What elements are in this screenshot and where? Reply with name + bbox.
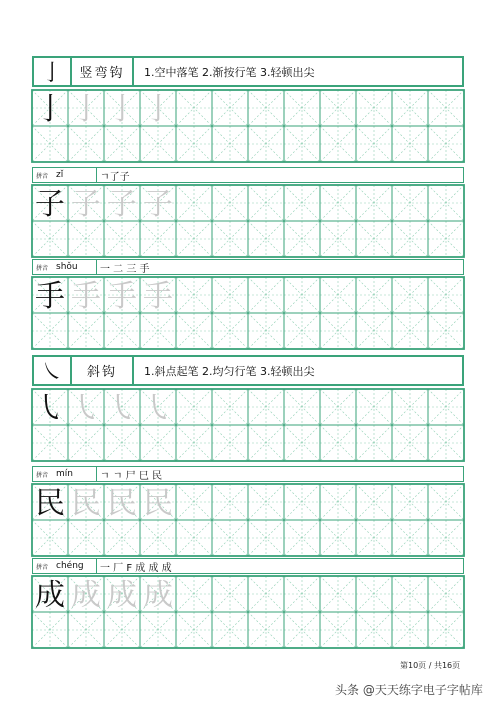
grid-cell [356, 484, 392, 520]
trace-char: 民 [143, 486, 173, 521]
model-char: 手 [35, 279, 65, 314]
grid-cell [356, 612, 392, 648]
grid-cell [392, 277, 428, 313]
grid-cell [32, 126, 68, 162]
grid-cell [284, 277, 320, 313]
grid-cell [32, 185, 68, 222]
grid-cell [320, 185, 356, 221]
grid-cell [392, 484, 428, 520]
trace-char: 手 [71, 279, 101, 314]
grid-cell [284, 425, 320, 461]
grid-cell [104, 484, 140, 521]
grid-cell [176, 389, 212, 425]
grid-cell [212, 612, 248, 648]
stroke-order-cheng: 一 厂 F 成 成 成 [100, 562, 172, 574]
grid-cell [320, 221, 356, 257]
trace-char: 子 [143, 187, 173, 222]
grid-cell [392, 90, 428, 126]
stroke-name-2: 斜钩 [72, 357, 134, 384]
trace-char: 手 [143, 279, 173, 314]
grid-cell [392, 612, 428, 648]
grid-cell [284, 520, 320, 556]
grid-cell [140, 313, 176, 349]
grid-cell [248, 126, 284, 162]
grid-cell [32, 389, 68, 426]
grid-cell [212, 576, 248, 612]
model-char: 民 [35, 486, 65, 521]
grid-cell [284, 612, 320, 648]
grid-cell [248, 612, 284, 648]
grid-cell [428, 126, 464, 162]
page-number: 第10页 / 共16页 [400, 661, 461, 670]
grid-cell [32, 313, 68, 349]
grid-cell [248, 313, 284, 349]
grid-cell [176, 221, 212, 257]
grid-cell [392, 520, 428, 556]
grid-cell [212, 389, 248, 425]
grid-cell [284, 389, 320, 425]
stroke-glyph-2: ㇏ [34, 357, 72, 384]
grid-cell [212, 90, 248, 126]
trace-char: ㇂ [143, 391, 173, 426]
grid-cell [428, 520, 464, 556]
grid-cell [68, 484, 104, 521]
pinyin-text: zǐ [56, 170, 64, 180]
grid-cell [212, 221, 248, 257]
grid-cell [212, 520, 248, 556]
grid-cell [428, 185, 464, 221]
trace-char: ㇂ [71, 391, 101, 426]
grid-cell [176, 185, 212, 221]
stroke-steps-2: 1.斜点起笔 2.均匀行笔 3.轻顿出尖 [144, 364, 315, 378]
grid-cell [32, 612, 68, 648]
grid-cell [320, 389, 356, 425]
grid-cell [32, 576, 68, 613]
grid-cell [248, 576, 284, 612]
grid-cell [356, 221, 392, 257]
grid-cell [140, 484, 176, 521]
grid-cell [68, 425, 104, 461]
grid-cell [212, 313, 248, 349]
grid-cell [176, 612, 212, 648]
trace-char: 成 [71, 578, 101, 613]
grid-cell [320, 425, 356, 461]
grid-cell [212, 484, 248, 520]
grid-cell [68, 313, 104, 349]
trace-char: 成 [143, 578, 173, 613]
pinyin-tag: 拼音 [36, 471, 49, 479]
trace-char: 亅 [107, 92, 137, 127]
grid-cell [212, 277, 248, 313]
grid-cell [392, 313, 428, 349]
stroke-glyph-1: 亅 [34, 58, 72, 85]
pinyin-label-cheng [33, 559, 97, 573]
practice-grid-cheng [32, 576, 464, 648]
pinyin-label-zi [33, 168, 97, 182]
grid-cell [284, 126, 320, 162]
trace-char: 成 [107, 578, 137, 613]
grid-cell [356, 126, 392, 162]
grid-cell [248, 520, 284, 556]
grid-cell [104, 90, 140, 127]
grid-cell [356, 185, 392, 221]
grid-cell [32, 425, 68, 461]
grid-cell [392, 126, 428, 162]
model-char: 子 [35, 187, 65, 222]
practice-grid-stroke-1 [32, 90, 464, 162]
grid-cell [320, 484, 356, 520]
grid-cell [68, 221, 104, 257]
practice-grid-stroke-2 [32, 389, 464, 461]
grid-cell [284, 484, 320, 520]
grid-cell [284, 221, 320, 257]
trace-char: 民 [107, 486, 137, 521]
grid-cell [392, 425, 428, 461]
pinyin-label-min [33, 467, 97, 481]
pinyin-tag: 拼音 [36, 264, 49, 272]
pinyin-text: chéng [56, 561, 84, 571]
grid-cell [104, 389, 140, 426]
trace-char: ㇂ [107, 391, 137, 426]
char-header-min [32, 466, 464, 482]
trace-char: 子 [71, 187, 101, 222]
trace-char: 手 [107, 279, 137, 314]
grid-cell [32, 277, 68, 314]
stroke-order-min: ㄱ ㄱ 尸 巳 民 [100, 470, 163, 482]
grid-cell [140, 520, 176, 556]
grid-cell [248, 425, 284, 461]
grid-cell [68, 90, 104, 127]
grid-cell [104, 520, 140, 556]
grid-cell [104, 277, 140, 314]
watermark: 头条 @天天练字电子字帖库 [335, 683, 483, 697]
grid-cell [176, 576, 212, 612]
grid-cell [356, 389, 392, 425]
grid-cell [176, 90, 212, 126]
grid-cell [140, 126, 176, 162]
grid-cell [356, 520, 392, 556]
grid-cell [140, 389, 176, 426]
grid-cell [428, 90, 464, 126]
grid-cell [140, 90, 176, 127]
practice-grid-shou [32, 277, 464, 349]
practice-grid-zi [32, 185, 464, 257]
grid-cell [104, 612, 140, 648]
grid-cell [140, 612, 176, 648]
grid-cell [428, 277, 464, 313]
grid-cell [176, 520, 212, 556]
grid-cell [68, 520, 104, 556]
pinyin-label-shou [33, 260, 97, 274]
grid-cell [68, 185, 104, 222]
grid-cell [428, 612, 464, 648]
grid-cell [104, 425, 140, 461]
grid-cell [140, 221, 176, 257]
grid-cell [428, 313, 464, 349]
grid-cell [248, 90, 284, 126]
grid-cell [284, 185, 320, 221]
grid-cell [68, 126, 104, 162]
grid-cell [104, 185, 140, 222]
grid-cell [140, 185, 176, 222]
grid-cell [176, 425, 212, 461]
grid-cell [248, 484, 284, 520]
grid-cell [320, 576, 356, 612]
grid-cell [284, 576, 320, 612]
grid-cell [392, 221, 428, 257]
grid-cell [284, 313, 320, 349]
model-char: ㇂ [35, 391, 65, 426]
char-header-shou [32, 259, 464, 275]
grid-cell [428, 425, 464, 461]
grid-cell [320, 612, 356, 648]
grid-cell [248, 221, 284, 257]
char-header-zi [32, 167, 464, 183]
stroke-header-1 [32, 56, 464, 87]
char-header-cheng [32, 558, 464, 574]
grid-cell [140, 576, 176, 613]
grid-cell [176, 313, 212, 349]
grid-cell [428, 484, 464, 520]
grid-cell [320, 313, 356, 349]
grid-cell [320, 520, 356, 556]
grid-cell [212, 185, 248, 221]
grid-cell [392, 389, 428, 425]
grid-cell [212, 126, 248, 162]
grid-cell [176, 126, 212, 162]
grid-cell [140, 277, 176, 314]
grid-cell [68, 389, 104, 426]
model-char: 成 [35, 578, 65, 613]
grid-cell [104, 126, 140, 162]
pinyin-tag: 拼音 [36, 172, 49, 180]
pinyin-text: mín [56, 469, 73, 479]
grid-cell [284, 90, 320, 126]
grid-cell [104, 221, 140, 257]
grid-cell [356, 90, 392, 126]
grid-cell [68, 576, 104, 613]
pinyin-tag: 拼音 [36, 563, 49, 571]
trace-char: 亅 [143, 92, 173, 127]
grid-cell [356, 425, 392, 461]
grid-cell [68, 277, 104, 314]
grid-cell [392, 185, 428, 221]
trace-char: 民 [71, 486, 101, 521]
grid-cell [356, 576, 392, 612]
stroke-steps-1: 1.空中落笔 2.渐按行笔 3.轻顿出尖 [144, 65, 315, 79]
grid-cell [320, 277, 356, 313]
grid-cell [32, 484, 68, 521]
grid-cell [392, 576, 428, 612]
grid-cell [428, 221, 464, 257]
grid-cell [356, 313, 392, 349]
grid-cell [104, 576, 140, 613]
grid-cell [248, 185, 284, 221]
grid-cell [428, 576, 464, 612]
model-char: 亅 [35, 92, 65, 127]
grid-cell [68, 612, 104, 648]
grid-cell [140, 425, 176, 461]
grid-cell [32, 221, 68, 257]
pinyin-text: shǒu [56, 262, 78, 272]
grid-cell [356, 277, 392, 313]
grid-cell [212, 425, 248, 461]
trace-char: 子 [107, 187, 137, 222]
grid-cell [32, 90, 68, 127]
stroke-name-1: 竖弯钩 [72, 58, 134, 85]
grid-cell [248, 277, 284, 313]
practice-grid-min [32, 484, 464, 556]
grid-cell [248, 389, 284, 425]
grid-cell [320, 126, 356, 162]
grid-cell [176, 277, 212, 313]
trace-char: 亅 [71, 92, 101, 127]
grid-cell [104, 313, 140, 349]
grid-cell [428, 389, 464, 425]
stroke-order-zi: ㄱ了子 [100, 171, 130, 183]
stroke-order-shou: 一 二 三 手 [100, 263, 150, 275]
grid-cell [32, 520, 68, 556]
grid-cell [320, 90, 356, 126]
grid-cell [176, 484, 212, 520]
stroke-header-2 [32, 355, 464, 386]
